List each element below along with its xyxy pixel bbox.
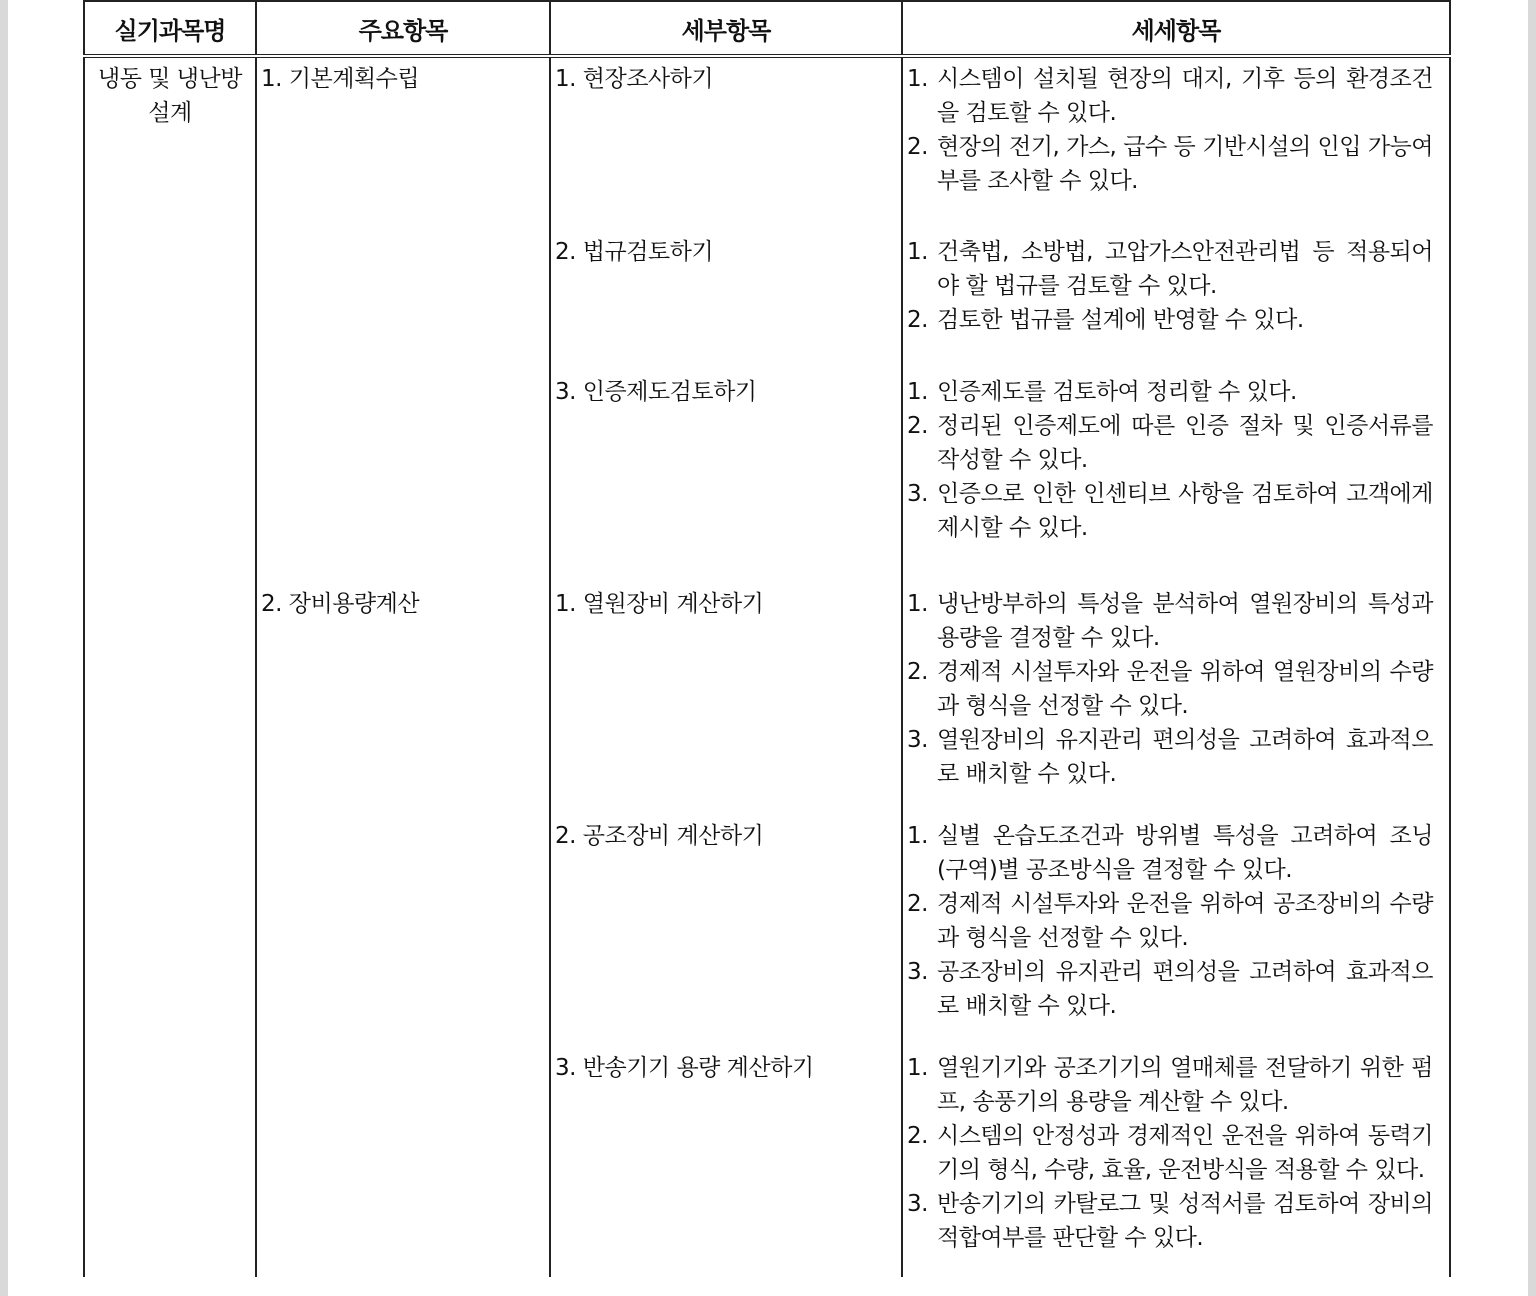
detail-cell <box>902 56 1450 231</box>
detail-list-item <box>907 1119 1433 1187</box>
header-subject: 실기과목명 <box>84 1 256 56</box>
detail-number: 1. <box>907 379 928 405</box>
detail-list-item <box>907 655 1433 723</box>
detail-text: 시스템이 설치될 현장의 대지, 기후 등의 환경조건을 검토할 수 있다. <box>937 66 1433 126</box>
header-main-item: 주요항목 <box>256 1 550 56</box>
detail-cell <box>902 1047 1450 1277</box>
detail-text: 열원기기와 공조기기의 열매체를 전달하기 위한 펌프, 송풍기의 용량을 계산할 수 있다. <box>937 1055 1433 1115</box>
detail-list-item <box>907 1051 1433 1119</box>
detail-number: 2. <box>907 891 928 917</box>
table-row <box>84 583 1450 815</box>
detail-number: 2. <box>907 1123 928 1149</box>
detail-list-item <box>907 62 1433 130</box>
detail-number: 2. <box>907 413 928 439</box>
sub-item-cell: 2. 법규검토하기 <box>550 231 902 371</box>
syllabus-table <box>83 0 1451 1277</box>
detail-text: 인증으로 인한 인센티브 사항을 검토하여 고객에게 제시할 수 있다. <box>937 481 1433 541</box>
detail-text: 건축법, 소방법, 고압가스안전관리법 등 적용되어야 할 법규를 검토할 수 있다. <box>937 239 1433 299</box>
detail-number: 1. <box>907 591 928 617</box>
sub-item-cell: 1. 열원장비 계산하기 <box>550 583 902 815</box>
detail-number: 3. <box>907 959 928 985</box>
detail-text: 시스템의 안정성과 경제적인 운전을 위하여 동력기기의 형식, 수량, 효율, 운전방식을 적용할 수 있다. <box>937 1123 1433 1183</box>
detail-text: 경제적 시설투자와 운전을 위하여 공조장비의 수량과 형식을 선정할 수 있다. <box>937 891 1433 951</box>
detail-text: 냉난방부하의 특성을 분석하여 열원장비의 특성과 용량을 결정할 수 있다. <box>937 591 1433 651</box>
detail-list-item <box>907 819 1433 887</box>
detail-text: 실별 온습도조건과 방위별 특성을 고려하여 조닝(구역)별 공조방식을 결정할 수 있다. <box>937 823 1433 883</box>
detail-number: 3. <box>907 481 928 507</box>
subject-cell: 냉동 및 냉난방 설계 <box>84 56 256 1277</box>
detail-number: 1. <box>907 1055 928 1081</box>
detail-list <box>903 371 1449 545</box>
detail-list-item <box>907 303 1433 337</box>
detail-list-item <box>907 409 1433 477</box>
detail-text: 반송기기의 카탈로그 및 성적서를 검토하여 장비의 적합여부를 판단할 수 있다. <box>937 1191 1433 1251</box>
detail-list-item <box>907 235 1433 303</box>
header-detail-item: 세세항목 <box>902 1 1450 56</box>
detail-list-item <box>907 955 1433 1023</box>
detail-cell <box>902 371 1450 583</box>
detail-cell <box>902 815 1450 1047</box>
sub-item-cell: 3. 반송기기 용량 계산하기 <box>550 1047 902 1277</box>
right-scroll-margin <box>1528 0 1536 1296</box>
detail-text: 경제적 시설투자와 운전을 위하여 열원장비의 수량과 형식을 선정할 수 있다. <box>937 659 1433 719</box>
header-row <box>84 1 1450 56</box>
detail-list-item <box>907 587 1433 655</box>
detail-text: 검토한 법규를 설계에 반영할 수 있다. <box>937 307 1304 333</box>
detail-list-item <box>907 130 1433 198</box>
detail-list-item <box>907 887 1433 955</box>
detail-number: 1. <box>907 66 928 92</box>
table-body <box>84 56 1450 1277</box>
sub-item-cell: 1. 현장조사하기 <box>550 56 902 231</box>
detail-list-item <box>907 375 1433 409</box>
document-page <box>83 0 1449 1296</box>
detail-number: 1. <box>907 239 928 265</box>
sub-item-cell: 3. 인증제도검토하기 <box>550 371 902 583</box>
detail-number: 3. <box>907 727 928 753</box>
detail-list <box>903 231 1449 337</box>
main-item-cell: 2. 장비용량계산 <box>256 583 550 1277</box>
main-item-cell: 1. 기본계획수립 <box>256 56 550 583</box>
detail-number: 2. <box>907 307 928 333</box>
detail-list-item <box>907 1187 1433 1255</box>
detail-number: 2. <box>907 134 928 160</box>
detail-list <box>903 583 1449 791</box>
detail-list <box>903 1047 1449 1255</box>
detail-cell <box>902 583 1450 815</box>
detail-number: 2. <box>907 659 928 685</box>
header-sub-item: 세부항목 <box>550 1 902 56</box>
left-scroll-margin <box>0 0 8 1296</box>
detail-list <box>903 58 1449 198</box>
detail-list-item <box>907 477 1433 545</box>
detail-text: 현장의 전기, 가스, 급수 등 기반시설의 인입 가능여부를 조사할 수 있다. <box>937 134 1433 194</box>
detail-text: 인증제도를 검토하여 정리할 수 있다. <box>937 379 1297 405</box>
detail-text: 공조장비의 유지관리 편의성을 고려하여 효과적으로 배치할 수 있다. <box>937 959 1433 1019</box>
sub-item-cell: 2. 공조장비 계산하기 <box>550 815 902 1047</box>
table-row <box>84 56 1450 231</box>
detail-number: 1. <box>907 823 928 849</box>
detail-text: 열원장비의 유지관리 편의성을 고려하여 효과적으로 배치할 수 있다. <box>937 727 1433 787</box>
detail-cell <box>902 231 1450 371</box>
detail-text: 정리된 인증제도에 따른 인증 절차 및 인증서류를 작성할 수 있다. <box>937 413 1433 473</box>
detail-number: 3. <box>907 1191 928 1217</box>
detail-list-item <box>907 723 1433 791</box>
detail-list <box>903 815 1449 1023</box>
